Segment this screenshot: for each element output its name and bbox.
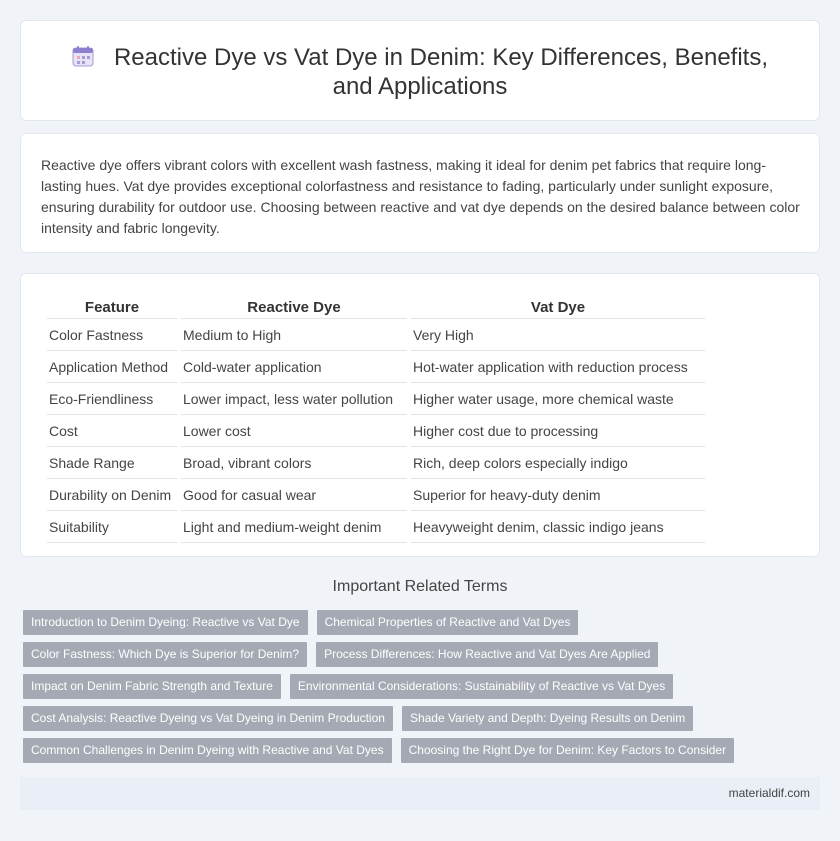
table-row bbox=[47, 481, 705, 511]
reactive-cell: Lower impact, less water pollution bbox=[181, 385, 407, 415]
summary-text: Reactive dye offers vibrant colors with excellent wash fastness, making it ideal for denim pet fabrics that require long-lasting hues. Vat dye provides exceptional colorfastness and resistance to fading, particularly under sunlight exposure, ensuring durability for outdoor use. Choosing between reactive and vat dye depends on the desired balance between color intensity and fabric longevity. bbox=[41, 157, 800, 236]
page-title-wrap bbox=[61, 43, 779, 101]
feature-cell: Application Method bbox=[47, 353, 177, 383]
calendar-icon bbox=[72, 45, 94, 67]
vat-cell: Superior for heavy-duty denim bbox=[411, 481, 705, 511]
table-header-row bbox=[47, 296, 705, 319]
vat-cell: Hot-water application with reduction process bbox=[411, 353, 705, 383]
related-term-link[interactable]: Cost Analysis: Reactive Dyeing vs Vat Dyeing in Denim Production bbox=[23, 706, 393, 731]
feature-cell: Color Fastness bbox=[47, 321, 177, 351]
related-term-link[interactable]: Process Differences: How Reactive and Vat Dyes Are Applied bbox=[316, 642, 658, 667]
table-row bbox=[47, 321, 705, 351]
tag-row bbox=[23, 706, 803, 731]
reactive-cell: Cold-water application bbox=[181, 353, 407, 383]
table-row bbox=[47, 417, 705, 447]
summary-card bbox=[20, 133, 820, 253]
feature-cell: Durability on Denim bbox=[47, 481, 177, 511]
table-row bbox=[47, 513, 705, 543]
reactive-cell: Lower cost bbox=[181, 417, 407, 447]
tag-row bbox=[23, 738, 803, 763]
footer bbox=[20, 777, 820, 810]
table-row bbox=[47, 385, 705, 415]
reactive-cell: Light and medium-weight denim bbox=[181, 513, 407, 543]
footer-site-link[interactable]: materialdif.com bbox=[728, 786, 810, 800]
comparison-table bbox=[43, 294, 709, 545]
vat-cell: Higher water usage, more chemical waste bbox=[411, 385, 705, 415]
title-card bbox=[20, 20, 820, 121]
related-term-link[interactable]: Common Challenges in Denim Dyeing with Reactive and Vat Dyes bbox=[23, 738, 392, 763]
related-term-link[interactable]: Color Fastness: Which Dye is Superior for Denim? bbox=[23, 642, 307, 667]
reactive-cell: Broad, vibrant colors bbox=[181, 449, 407, 479]
table-row bbox=[47, 353, 705, 383]
feature-cell: Eco-Friendliness bbox=[47, 385, 177, 415]
related-terms-heading: Important Related Terms bbox=[332, 578, 508, 595]
vat-cell: Higher cost due to processing bbox=[411, 417, 705, 447]
vat-cell: Very High bbox=[411, 321, 705, 351]
comparison-table-card bbox=[20, 273, 820, 557]
related-term-link[interactable]: Environmental Considerations: Sustainability of Reactive vs Vat Dyes bbox=[290, 674, 673, 699]
reactive-cell: Medium to High bbox=[181, 321, 407, 351]
related-term-link[interactable]: Shade Variety and Depth: Dyeing Results on Denim bbox=[402, 706, 693, 731]
feature-cell: Cost bbox=[47, 417, 177, 447]
related-term-link[interactable]: Introduction to Denim Dyeing: Reactive vs Vat Dye bbox=[23, 610, 308, 635]
vat-cell: Heavyweight denim, classic indigo jeans bbox=[411, 513, 705, 543]
header-reactive-dye: Reactive Dye bbox=[181, 296, 407, 319]
feature-cell: Suitability bbox=[47, 513, 177, 543]
related-terms-list bbox=[23, 610, 803, 770]
table-row bbox=[47, 449, 705, 479]
reactive-cell: Good for casual wear bbox=[181, 481, 407, 511]
header-feature: Feature bbox=[47, 296, 177, 319]
page-title: Reactive Dye vs Vat Dye in Denim: Key Differences, Benefits, and Applications bbox=[113, 44, 769, 100]
related-term-link[interactable]: Impact on Denim Fabric Strength and Texture bbox=[23, 674, 281, 699]
feature-cell: Shade Range bbox=[47, 449, 177, 479]
vat-cell: Rich, deep colors especially indigo bbox=[411, 449, 705, 479]
header-vat-dye: Vat Dye bbox=[411, 296, 705, 319]
related-term-link[interactable]: Chemical Properties of Reactive and Vat Dyes bbox=[317, 610, 579, 635]
tag-row bbox=[23, 610, 803, 635]
related-term-link[interactable]: Choosing the Right Dye for Denim: Key Factors to Consider bbox=[401, 738, 734, 763]
tag-row bbox=[23, 674, 803, 699]
tag-row bbox=[23, 642, 803, 667]
